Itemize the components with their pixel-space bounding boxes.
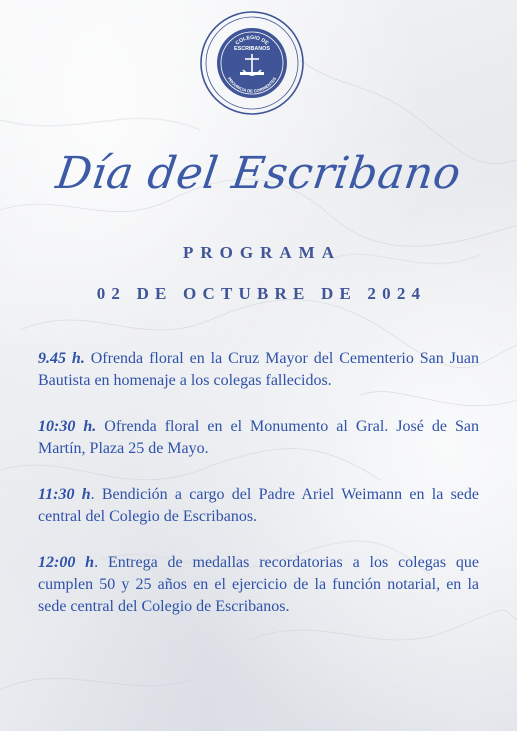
item-time: 10:30 h.	[38, 418, 97, 435]
item-text: . Entrega de medallas recordatorias a los colegas que cumplen 50 y 25 años en el ejercicio de la función notarial, en la sede central del Colegio de Escribanos.	[38, 554, 480, 615]
event-title: Día del Escribano	[52, 148, 465, 199]
item-text: Ofrenda floral en la Cruz Mayor del Cementerio San Juan Bautista en homenaje a los colegas fallecidos.	[38, 350, 480, 389]
event-date: 02 DE OCTUBRE DE 2024	[96, 284, 427, 303]
program-heading: PROGRAMA	[183, 243, 341, 262]
item-time: 12:00 h	[38, 554, 95, 571]
svg-text:ESCRIBANOS: ESCRIBANOS	[234, 46, 270, 52]
item-time: 11:30 h	[38, 486, 91, 503]
svg-text:COLEGIO DE: COLEGIO DE	[234, 34, 270, 47]
program-item	[38, 552, 479, 618]
program-item	[38, 484, 479, 528]
item-text: . Bendición a cargo del Padre Ariel Weimann en la sede central del Colegio de Escribanos.	[38, 486, 480, 525]
item-text: Ofrenda floral en el Monumento al Gral. José de San Martín, Plaza 25 de Mayo.	[38, 418, 479, 457]
program-item	[38, 348, 479, 392]
program-item	[38, 416, 479, 460]
colegio-seal-logo	[199, 10, 305, 116]
item-time: 9.45 h.	[38, 350, 85, 367]
svg-text:PROVINCIA DE CORRIENTES: PROVINCIA DE CORRIENTES	[226, 76, 278, 94]
program-list	[38, 348, 479, 642]
